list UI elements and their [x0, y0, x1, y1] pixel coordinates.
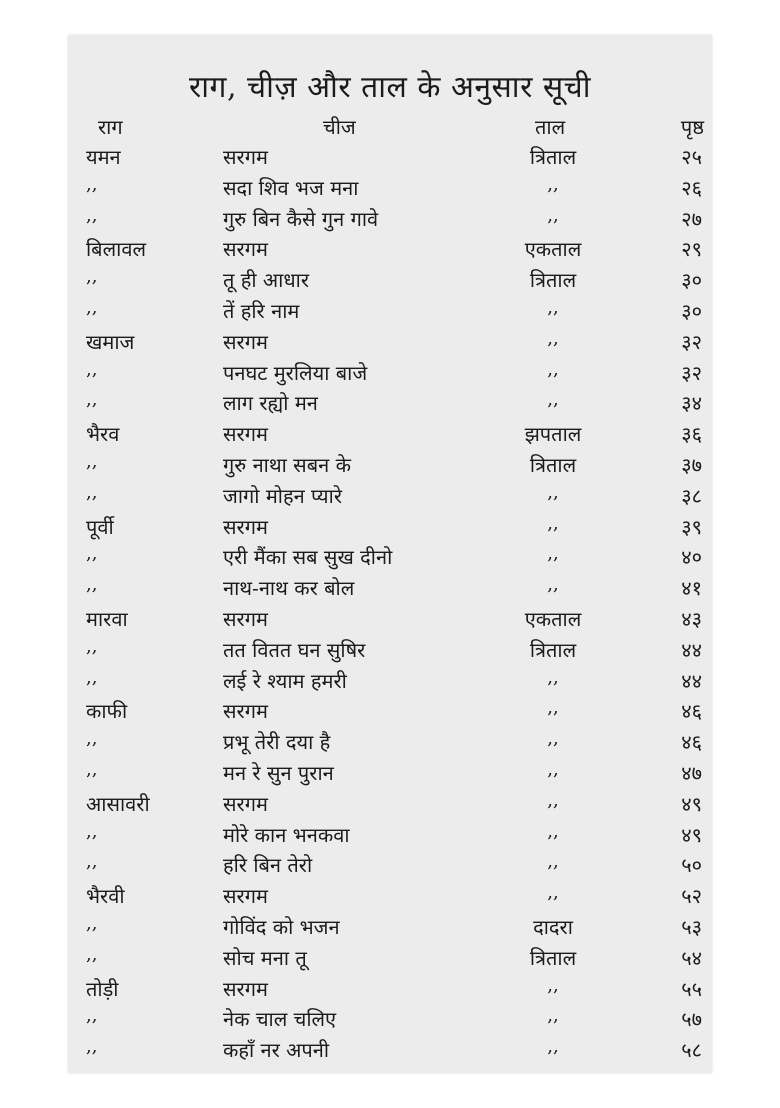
page-cell: ३२ [681, 360, 702, 385]
taal-cell: त्रिताल [529, 637, 577, 662]
cheez-cell: नेक चाल चलिए [223, 1007, 337, 1032]
table-row [68, 818, 712, 849]
cheez-cell: तें हरि नाम [223, 298, 300, 323]
table-row [68, 386, 712, 417]
cheez-cell: पनघट मुरलिया बाजे [223, 360, 368, 385]
cheez-cell: जागो मोहन प्यारे [223, 483, 343, 508]
table-row [68, 941, 712, 972]
rag-cell: भैरव [86, 422, 120, 447]
table-row [68, 756, 712, 787]
cheez-cell: तू ही आधार [223, 268, 310, 293]
cheez-cell: लई रे श्याम हमरी [223, 668, 347, 693]
cheez-cell: सरगम [223, 606, 268, 631]
cheez-cell: सरगम [223, 791, 268, 816]
page-cell: ३८ [681, 483, 702, 508]
cheez-cell: लाग रह्यो मन [223, 391, 318, 416]
page-cell: ३० [681, 298, 702, 323]
page-cell: ५७ [681, 1007, 702, 1032]
rag-cell: ,, [86, 943, 98, 965]
taal-cell: ,, [547, 358, 559, 380]
rag-cell: पूर्वी [86, 514, 114, 539]
taal-cell: ,, [547, 543, 559, 565]
page-cell: ४४ [681, 668, 702, 693]
table-row [68, 510, 712, 541]
taal-cell: ,, [547, 173, 559, 195]
cheez-cell: सदा शिव भज मना [223, 175, 359, 200]
rag-cell: ,, [86, 204, 98, 226]
rag-cell: ,, [86, 666, 98, 688]
rag-cell: ,, [86, 543, 98, 565]
taal-cell: ,, [547, 296, 559, 318]
book-page [68, 35, 712, 1073]
table-row [68, 787, 712, 818]
page-cell: ५३ [681, 914, 702, 939]
page-cell: २५ [681, 145, 702, 169]
cheez-cell: प्रभू तेरी दया है [223, 730, 331, 755]
page-cell: ५५ [681, 976, 702, 1001]
table-row [68, 263, 712, 294]
taal-cell: ,, [547, 974, 559, 996]
cheez-cell: तत वितत घन सुषिर [223, 637, 366, 662]
table-row [68, 910, 712, 941]
cheez-cell: सरगम [223, 329, 268, 354]
page-cell: ५८ [681, 1038, 702, 1063]
index-table [68, 140, 712, 1064]
page-cell: ३२ [681, 329, 702, 354]
table-row [68, 202, 712, 233]
table-row [68, 325, 712, 356]
taal-cell: एकताल [524, 237, 582, 262]
table-row [68, 1033, 712, 1064]
taal-cell: ,, [547, 851, 559, 873]
table-row [68, 232, 712, 263]
rag-cell: ,, [86, 728, 98, 750]
table-row [68, 479, 712, 510]
cheez-cell: एरी मैंका सब सुख दीनो [223, 545, 393, 570]
taal-cell: दादरा [533, 914, 573, 939]
taal-cell: ,, [547, 204, 559, 226]
page-cell: ३६ [681, 422, 702, 447]
page-cell: २६ [681, 175, 702, 200]
page-cell: ४९ [681, 791, 702, 816]
taal-cell: त्रिताल [529, 145, 577, 169]
table-row [68, 972, 712, 1003]
rag-cell: ,, [86, 851, 98, 873]
rag-cell: ,, [86, 450, 98, 472]
page-cell: ३४ [681, 391, 702, 416]
rag-cell: आसावरी [86, 791, 150, 816]
table-row [68, 140, 712, 171]
table-row [68, 540, 712, 571]
taal-cell: ,, [547, 481, 559, 503]
taal-cell: ,, [547, 882, 559, 904]
taal-cell: ,, [547, 574, 559, 596]
taal-cell: ,, [547, 389, 559, 411]
cheez-cell: सरगम [223, 422, 268, 447]
table-row [68, 448, 712, 479]
cheez-cell: कहाँ नर अपनी [223, 1038, 330, 1063]
rag-cell: ,, [86, 1036, 98, 1058]
cheez-cell: सरगम [223, 237, 268, 262]
taal-cell: त्रिताल [529, 268, 577, 293]
cheez-cell: गुरु नाथा सबन के [223, 452, 351, 477]
rag-cell: ,, [86, 266, 98, 288]
cheez-cell: सरगम [223, 699, 268, 724]
page-cell: ४६ [681, 699, 702, 724]
header-rag: राग [98, 115, 123, 139]
taal-cell: त्रिताल [529, 452, 577, 477]
page-cell: ४४ [681, 637, 702, 662]
table-row [68, 602, 712, 633]
table-row [68, 294, 712, 325]
rag-cell: मारवा [86, 606, 128, 631]
taal-cell: ,, [547, 512, 559, 534]
cheez-cell: सरगम [223, 884, 268, 909]
rag-cell: ,, [86, 635, 98, 657]
page-title: राग, चीज़ और ताल के अनुसार सूची [189, 70, 591, 105]
rag-cell: तोड़ी [86, 976, 119, 1001]
page-cell: ३९ [681, 514, 702, 539]
table-row [68, 633, 712, 664]
taal-cell: ,, [547, 1036, 559, 1058]
taal-cell: ,, [547, 758, 559, 780]
rag-cell: खमाज [86, 329, 135, 354]
rag-cell: ,, [86, 481, 98, 503]
table-row [68, 664, 712, 695]
page-cell: ४७ [681, 760, 702, 785]
page-cell: ४६ [681, 730, 702, 755]
cheez-cell: हरि बिन तेरो [223, 853, 313, 878]
rag-cell: ,, [86, 358, 98, 380]
rag-cell: बिलावल [86, 237, 147, 262]
taal-cell: झपताल [524, 422, 582, 447]
rag-cell: ,, [86, 574, 98, 596]
cheez-cell: सरगम [223, 976, 268, 1001]
rag-cell: भैरवी [86, 884, 125, 909]
rag-cell: ,, [86, 173, 98, 195]
page-cell: २९ [681, 237, 702, 262]
table-row [68, 417, 712, 448]
rag-cell: ,, [86, 758, 98, 780]
page-cell: ४९ [681, 822, 702, 847]
cheez-cell: नाथ-नाथ कर बोल [223, 576, 355, 601]
table-row [68, 571, 712, 602]
page-cell: ४० [681, 545, 702, 570]
cheez-cell: गुरु बिन कैसे गुन गावे [223, 206, 379, 231]
table-row [68, 694, 712, 725]
cheez-cell: गोविंद को भजन [223, 914, 340, 939]
taal-cell: ,, [547, 820, 559, 842]
table-row [68, 171, 712, 202]
taal-cell: त्रिताल [529, 945, 577, 970]
taal-cell: ,, [547, 1005, 559, 1027]
page-cell: ३७ [681, 452, 702, 477]
header-cheez: चीज [323, 115, 356, 139]
taal-cell: एकताल [524, 606, 582, 631]
header-taal: ताल [535, 115, 566, 139]
table-row [68, 848, 712, 879]
page-cell: ३० [681, 268, 702, 293]
taal-cell: ,, [547, 666, 559, 688]
rag-cell: ,, [86, 820, 98, 842]
taal-cell: ,, [547, 728, 559, 750]
page-cell: ५२ [681, 884, 702, 909]
rag-cell: काफी [86, 699, 128, 724]
page-cell: ५४ [681, 945, 702, 970]
cheez-cell: सोच मना तू [223, 945, 307, 970]
cheez-cell: मोरे कान भनकवा [223, 822, 350, 847]
rag-cell: यमन [86, 145, 121, 169]
header-page: पृष्ठ [680, 115, 704, 139]
cheez-cell: सरगम [223, 145, 268, 169]
cheez-cell: मन रे सुन पुरान [223, 760, 334, 785]
rag-cell: ,, [86, 912, 98, 934]
table-row [68, 1002, 712, 1033]
table-row [68, 879, 712, 910]
taal-cell: ,, [547, 327, 559, 349]
rag-cell: ,, [86, 389, 98, 411]
table-row [68, 356, 712, 387]
rag-cell: ,, [86, 1005, 98, 1027]
page-cell: ४१ [681, 576, 702, 601]
taal-cell: ,, [547, 789, 559, 811]
page-cell: ४३ [681, 606, 702, 631]
cheez-cell: सरगम [223, 514, 268, 539]
taal-cell: ,, [547, 697, 559, 719]
page-cell: २७ [681, 206, 702, 231]
rag-cell: ,, [86, 296, 98, 318]
page-cell: ५० [681, 853, 702, 878]
table-row [68, 725, 712, 756]
